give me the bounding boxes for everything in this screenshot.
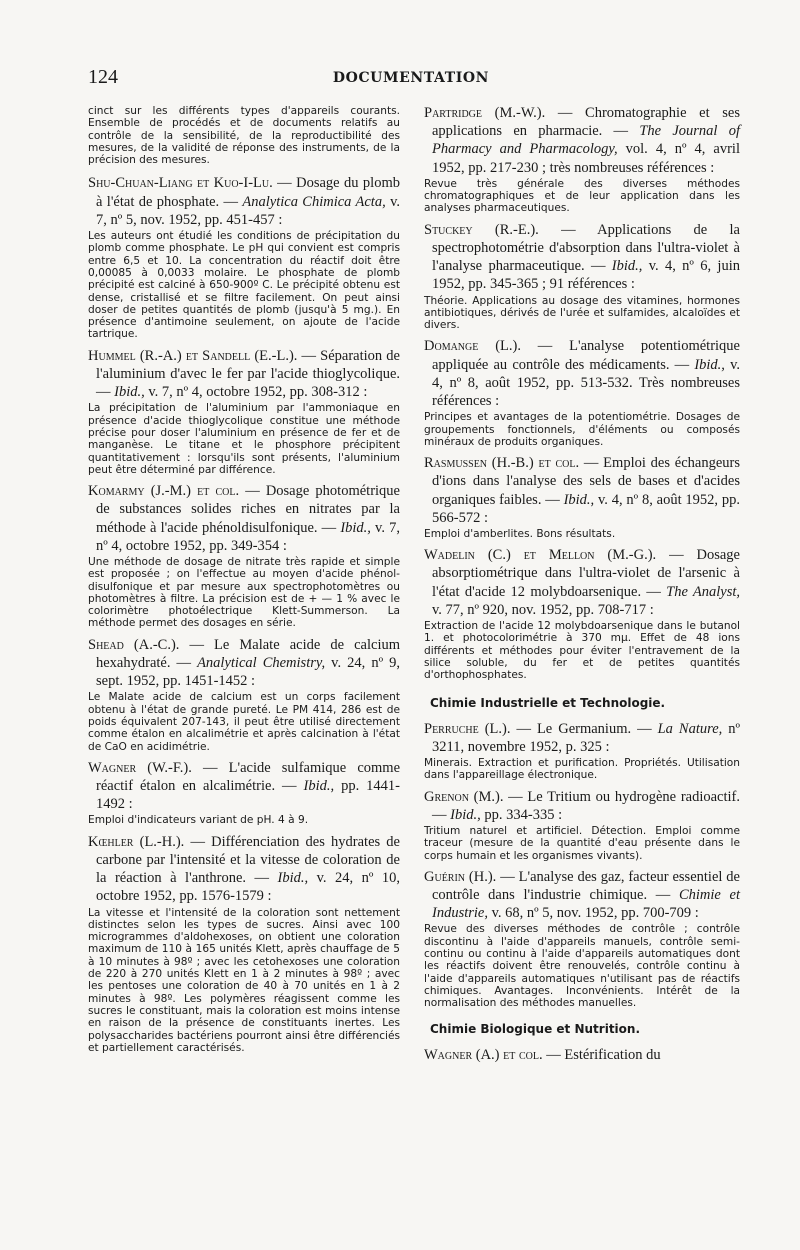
citation (424, 868, 740, 923)
entry-source: Ibid., (340, 519, 371, 536)
left-column (88, 104, 400, 1060)
entry-title: — Dosage photométrique de substances solides riches en nitrates par la méthode à l'acide phénoldisulfonique. — (96, 483, 400, 536)
citation (424, 546, 740, 619)
entry-source: Chimie et Industrie, (432, 887, 740, 922)
bibliography-entry (88, 636, 400, 753)
entry-author: Wagner (W.-F.). (88, 759, 192, 776)
entry-abstract: Emploi d'indicateurs variant de pH. 4 à 9. (88, 814, 309, 827)
bibliography-entry (424, 788, 740, 862)
entry-abstract: La vitesse et l'intensité de la coloration sont nettement distinctes selon les types de sucres. Ainsi avec 100 microgrammes d'aldohexoses, on obtient une coloration maximum de 110 à 165 unités Klett, après chauffage de 5 à 10 minutes à 98º ; avec les cetohexoses une coloration de 220 à 270 unités Klett en 1 à 2 minutes à 98º ; avec les pentoses une coloration de 40 à 70 unités en 1 à 2 minutes à 98º. Les polymères réagissent comme les sucres le constituant, mais la coloration est moins intense en raison de la présence de constituants inertes. Les polysaccharides bactériens pourront ainsi être différenciés et partiellement caractérisés. (88, 906, 400, 1054)
bibliography-entry (424, 221, 740, 332)
bibliography-entry (424, 720, 740, 782)
right-entries-pharmacy (424, 104, 740, 682)
continued-abstract: cinct sur les différents types d'appareils courants. Ensemble de procédés et de documents relatifs au contrôle de la sensibilité, de la reproductibilité des mesures, de la validité de réponse des instruments, de la précision des mesures. (88, 105, 400, 167)
citation (424, 221, 740, 294)
left-entries (88, 174, 400, 1054)
citation (88, 833, 400, 906)
bibliography-entry (88, 759, 400, 827)
section-heading-biology: Chimie Biologique et Nutrition. (430, 1021, 641, 1036)
entry-source: The Journal of Pharmacy and Pharmacology, (432, 123, 740, 158)
entry-author: Shead (A.-C.). (88, 636, 180, 653)
entry-abstract: Les auteurs ont étudié les conditions de précipitation du plomb comme phosphate. Le pH qui convient est compris entre 6,5 et 10. La concentration du réactif doit être 0,00085 à 0,0033 molaire. Le phosphate de plomb précipité est calciné à 650-900º C. Le précipité obtenu est dense, cristallisé et se filtre facilement. On peut ainsi doser de petites quantités de plomb (jusqu'à 5 mg.). En présence d'antimoine seulement, on ajoute de l'acide tartrique. (88, 230, 400, 341)
entry-details: v. 7, nº 4, octobre 1952, pp. 349-354 : (96, 519, 400, 554)
entry-details: v. 4, nº 8, août 1952, pp. 513-532. Très nombreuses références : (432, 356, 741, 410)
entry-title: — Estérification du (542, 1046, 661, 1063)
entry-author: Komarmy (J.-M.) et col. (88, 483, 240, 500)
entry-title: — L'analyse des gaz, facteur essentiel de contrôle dans l'industrie chimique. — (432, 868, 740, 904)
entry-author: Domange (L.). (424, 338, 521, 355)
entry-details: vol. 4, nº 4, avril 1952, pp. 217-230 ; très nombreuses références : (432, 141, 740, 176)
entry-source: Ibid., (277, 870, 309, 887)
entry-title: — Applications de la spectrophotométrie d'absorption dans l'ultra-violet à l'analyse pharmaceutique. — (432, 221, 740, 275)
bibliography-entry (88, 174, 400, 340)
entry-abstract: Le Malate acide de calcium est un corps facilement obtenu à l'état de grande pureté. Le PM 414, 286 est de poids équivalent 207-143, il peut être utilisé directement comme étalon en alcalimétrie et après calcination à l'état de CaO en acidimétrie. (88, 691, 400, 753)
entry-title: — Le Malate acide de calcium hexahydraté. — (96, 636, 400, 671)
citation (88, 347, 400, 402)
entry-details: v. 7, nº 5, nov. 1952, pp. 451-457 : (96, 193, 401, 228)
entry-abstract: Minerais. Extraction et purification. Propriétés. Utilisation dans l'appareillage électronique. (424, 756, 740, 782)
entry-details: pp. 1441-1492 : (96, 778, 400, 813)
entry-source: Ibid., (114, 384, 145, 401)
citation (424, 337, 740, 410)
citation (424, 1046, 740, 1064)
entry-title: — Emploi des échangeurs d'ions dans l'analyse des sels de bases et d'acides organiques faibles. — (432, 455, 740, 508)
entry-title: — Le Tritium ou hydrogène radioactif. — (432, 788, 741, 823)
entry-details: v. 24, nº 9, sept. 1952, pp. 1451-1452 : (96, 654, 400, 690)
entry-source: La Nature, (657, 720, 723, 737)
entry-author: Wagner (A.) et col. (424, 1046, 543, 1063)
entry-source: Ibid., (563, 491, 595, 508)
entry-title: — Chromatographie et ses applications en pharmacie. — (432, 105, 740, 140)
entry-details: v. 24, nº 10, octobre 1952, pp. 1576-1579 : (96, 870, 400, 905)
citation (88, 636, 400, 691)
running-title: DOCUMENTATION (332, 70, 490, 86)
bibliography-entry (88, 482, 400, 630)
entry-title: — L'analyse potentiométrique appliquée au contrôle des médicaments. — (432, 338, 740, 373)
entry-abstract: Emploi d'amberlites. Bons résultats. (424, 527, 616, 540)
entry-title: — Dosage du plomb à l'état de phosphate. — (96, 175, 400, 210)
page-number: 124 (88, 66, 118, 88)
bibliography-entry (424, 454, 740, 540)
citation (424, 788, 740, 824)
right-column (424, 104, 740, 1070)
bibliography-entry (424, 546, 740, 681)
entry-title: — Dosage absorptiométrique dans l'ultra-violet de l'arsenic à l'état d'acide 12 molybdoarsenique. — (432, 547, 740, 600)
bibliography-entry (424, 104, 740, 215)
citation (424, 104, 740, 177)
entry-abstract: Théorie. Applications au dosage des vitamines, hormones antibiotiques, dérivés de l'urée et sulfamides, alcaloïdes et divers. (424, 294, 740, 332)
citation (424, 454, 740, 527)
entry-details: pp. 334-335 : (480, 806, 563, 823)
entry-author: Shu-Chuan-Liang et Kuo-I-Lu. (88, 175, 273, 192)
entry-abstract: Extraction de l'acide 12 molybdoarsenique dans le butanol 1. et photocolorimétrie à 370 mμ. Effet de 48 ions différents et méthodes pour éviter l'entravement de la silice soluble, du fer et de petites quantités d'orthophosphates. (424, 620, 740, 682)
entry-source: Ibid., (303, 778, 335, 795)
entry-details: v. 4, nº 8, août 1952, pp. 566-572 : (432, 491, 740, 526)
section-heading-industrial: Chimie Industrielle et Technologie. (430, 695, 666, 710)
entry-author: Partridge (M.-W.). (424, 105, 546, 121)
entry-author: Hummel (R.-A.) et Sandell (E.-L.). (88, 347, 298, 364)
entry-author: Wadelin (C.) et Mellon (M.-G.). (424, 547, 657, 564)
entry-author: Rasmussen (H.-B.) et col. (424, 455, 580, 472)
entry-title: — L'acide sulfamique comme réactif étalon en alcalimétrie. — (96, 759, 401, 795)
entry-author: Grenon (M.). (424, 788, 504, 805)
page-header (88, 66, 734, 92)
entry-details: nº 3211, novembre 1952, p. 325 : (432, 720, 740, 755)
entry-title: — Séparation de l'aluminium d'avec le fer par l'acide thioglycolique. — (96, 347, 400, 401)
entry-details: v. 77, nº 920, nov. 1952, pp. 708-717 : (432, 601, 654, 618)
citation (424, 720, 740, 756)
bibliography-entry (424, 1046, 740, 1064)
bibliography-entry (88, 833, 400, 1054)
entry-abstract: Une méthode de dosage de nitrate très rapide et simple est proposée ; on l'effectue au moyen d'acide phénol-disulfonique et par mesure aux spectrophotomètres ou photomètres à filtre. La précision est de + — 1 % avec le colorimètre photoélectrique Klett-Summerson. La méthode permet des dosages en série. (88, 555, 400, 630)
citation (88, 482, 400, 555)
entry-source: Analytical Chemistry, (197, 654, 326, 671)
citation (88, 759, 400, 814)
entry-details: v. 68, nº 5, nov. 1952, pp. 700-709 : (487, 905, 699, 922)
entry-abstract: Revue très générale des diverses méthodes chromatographiques et de leur application dans les analyses pharmaceutiques. (424, 177, 740, 215)
bibliography-entry (424, 868, 740, 1010)
citation (88, 174, 400, 229)
entry-title: — Différenciation des hydrates de carbone par l'intensité et la vitesse de coloration de la réaction à l'anthrone. — (96, 833, 400, 887)
entry-source: Ibid., (450, 806, 481, 823)
entry-abstract: Tritium naturel et artificiel. Détection. Emploi comme traceur (mesure de la quantité d'eau présente dans le corps humain et les organismes vivants). (424, 824, 740, 862)
bibliography-entry (88, 347, 400, 476)
entry-author: Kœhler (L.-H.). (88, 833, 185, 850)
entry-abstract: Revue des diverses méthodes de contrôle ; contrôle discontinu à l'aide d'appareils manuels, contrôle semi-continu ou continu à l'aide d'appareils automatiques dont les réactifs doivent être renouvelés, contrôle continu à l'aide d'appareils automatiques n'utilisant pas de réactifs chimiques. Avantages. Inconvénients. Intérêt de la normalisation des méthodes manuelles. (424, 923, 740, 1010)
entry-abstract: Principes et avantages de la potentiométrie. Dosages de groupements fonctionnels, d'éléments ou composés minéraux de produits organiques. (424, 411, 740, 448)
entry-details: v. 4, nº 6, juin 1952, pp. 345-365 ; 91 références : (432, 258, 740, 293)
entry-abstract: La précipitation de l'aluminium par l'ammoniaque en présence d'acide thioglycolique constitue une méthode précise pour doser l'aluminium en présence de fer et de manganèse. Le titane et le phosphore précipitent quantitativement : lorsqu'ils sont présents, l'aluminium peut être déterminé par différence. (88, 402, 400, 476)
entry-details: v. 7, nº 4, octobre 1952, pp. 308-312 : (144, 384, 368, 401)
entry-author: Guérin (H.). (424, 868, 497, 885)
entry-source: Ibid., (694, 356, 725, 373)
right-entries-industrial (424, 720, 740, 1010)
entry-source: Ibid., (611, 258, 643, 275)
bibliography-entry (424, 337, 740, 448)
entry-title: — Le Germanium. — (510, 720, 658, 737)
entry-source: The Analyst, (666, 583, 741, 600)
entry-author: Perruche (L.). (424, 720, 511, 737)
entry-author: Stuckey (R.-E.). (424, 221, 539, 238)
entry-source: Analytica Chimica Acta, (242, 193, 386, 210)
